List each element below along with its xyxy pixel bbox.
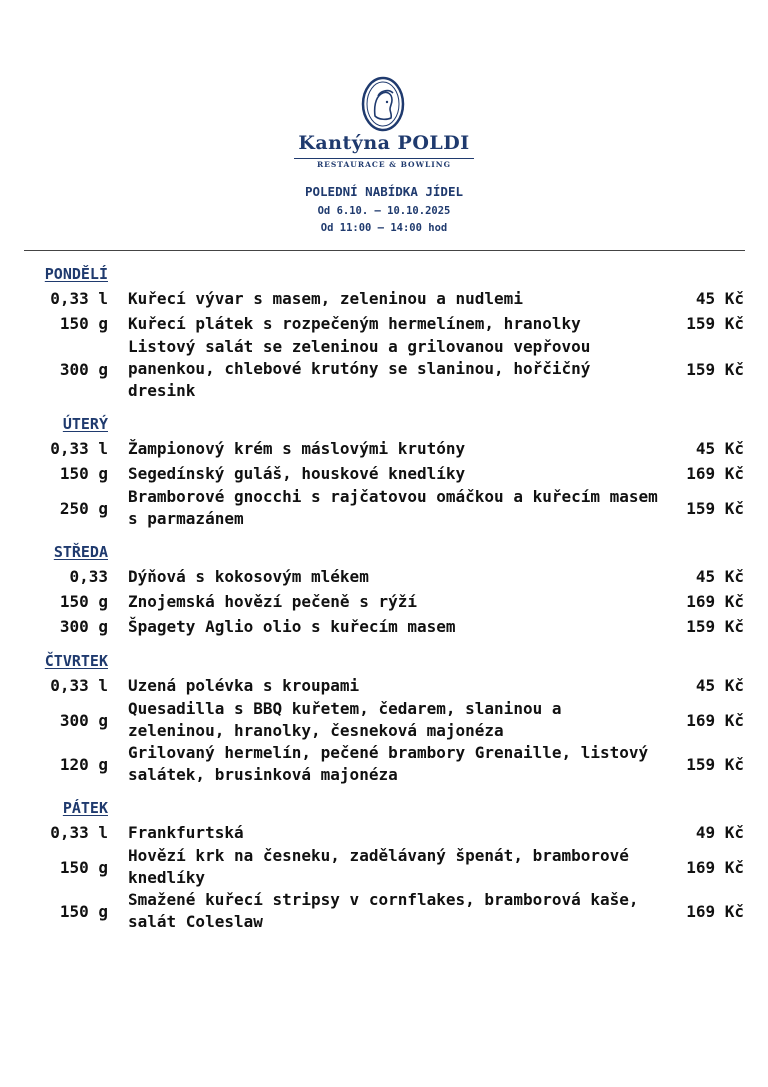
- item-price: 45 Kč: [695, 439, 744, 458]
- item-quantity: 150 g: [59, 592, 108, 611]
- menu-item: [0, 742, 768, 786]
- item-price: 159 Kč: [686, 754, 744, 774]
- item-price: 49 Kč: [695, 823, 744, 842]
- item-price: 159 Kč: [686, 359, 744, 379]
- item-name: Smažené kuřecí stripsy v cornflakes, bramborová kaše, salát Coleslaw: [128, 890, 639, 931]
- item-price: 169 Kč: [686, 857, 744, 877]
- item-quantity: 250 g: [59, 498, 108, 518]
- item-quantity: 300 g: [59, 359, 108, 379]
- menu-hours: Od 11:00 – 14:00 hod: [320, 222, 448, 234]
- item-quantity: 300 g: [59, 617, 108, 636]
- item-quantity: 150 g: [59, 314, 108, 333]
- days-list: [0, 262, 768, 943]
- menu-item: [0, 436, 768, 461]
- brand-subtitle: RESTAURACE & BOWLING: [316, 160, 452, 169]
- item-price: 45 Kč: [695, 567, 744, 586]
- item-name: Grilovaný hermelín, pečené brambory Grenaille, listový salátek, brusinková majonéza: [128, 743, 649, 784]
- item-quantity: 0,33 l: [50, 289, 108, 308]
- item-quantity: 0,33 l: [50, 823, 108, 842]
- day-section: [0, 796, 768, 933]
- menu-item: [0, 673, 768, 698]
- brand-rule: [294, 158, 474, 159]
- menu-item: [0, 820, 768, 845]
- item-quantity: 150 g: [59, 901, 108, 921]
- item-quantity: 150 g: [59, 464, 108, 483]
- day-title: PONDĚLÍ: [44, 265, 108, 283]
- item-price: 159 Kč: [686, 498, 744, 518]
- item-name: Žampionový krém s máslovými krutóny: [128, 438, 466, 458]
- day-title: PÁTEK: [62, 799, 108, 817]
- item-name: Hovězí krk na česneku, zadělávaný špenát, bramborové knedlíky: [128, 846, 629, 887]
- day-section: [0, 412, 768, 530]
- menu-item: [0, 286, 768, 311]
- menu-item: [0, 889, 768, 933]
- day-section: [0, 262, 768, 402]
- item-name: Kuřecí vývar s masem, zeleninou a nudlemi: [128, 288, 523, 308]
- item-price: 169 Kč: [686, 464, 744, 483]
- item-price: 169 Kč: [686, 592, 744, 611]
- item-name: Frankfurtská: [128, 822, 244, 842]
- day-title: ČTVRTEK: [44, 652, 108, 670]
- day-title: STŘEDA: [53, 543, 108, 561]
- item-quantity: 0,33: [69, 567, 108, 586]
- menu-item: [0, 698, 768, 742]
- item-name: Quesadilla s BBQ kuřetem, čedarem, slaninou a zeleninou, hranolky, česneková majonéza: [128, 699, 562, 740]
- item-quantity: 0,33 l: [50, 676, 108, 695]
- item-name: Segedínský guláš, houskové knedlíky: [128, 463, 466, 483]
- menu-item: [0, 614, 768, 639]
- item-price: 159 Kč: [686, 617, 744, 636]
- day-title: ÚTERÝ: [62, 415, 108, 433]
- item-name: Dýňová s kokosovým mlékem: [128, 566, 369, 586]
- menu-item: [0, 589, 768, 614]
- menu-item: [0, 336, 768, 402]
- item-price: 45 Kč: [695, 289, 744, 308]
- item-name: Špagety Aglio olio s kuřecím masem: [128, 616, 456, 636]
- logo-medallion-icon: [361, 76, 405, 132]
- item-price: 169 Kč: [686, 710, 744, 730]
- menu-item: [0, 564, 768, 589]
- item-name: Uzená polévka s kroupami: [128, 675, 360, 695]
- brand-name: Kantýna POLDI: [298, 132, 470, 154]
- item-price: 159 Kč: [686, 314, 744, 333]
- item-name: Listový salát se zeleninou a grilovanou vepřovou panenkou, chlebové krutóny se slaninou, hořčičný dresink: [128, 337, 591, 400]
- divider: [24, 250, 745, 251]
- menu-item: [0, 461, 768, 486]
- menu-item: [0, 845, 768, 889]
- item-quantity: 120 g: [59, 754, 108, 774]
- menu-item: [0, 311, 768, 336]
- item-quantity: 300 g: [59, 710, 108, 730]
- menu-title: POLEDNÍ NABÍDKA JÍDEL: [304, 184, 464, 199]
- item-price: 45 Kč: [695, 676, 744, 695]
- day-section: [0, 649, 768, 786]
- item-quantity: 0,33 l: [50, 439, 108, 458]
- item-name: Znojemská hovězí pečeně s rýží: [128, 591, 417, 611]
- menu-dates: Od 6.10. – 10.10.2025: [317, 205, 451, 217]
- item-quantity: 150 g: [59, 857, 108, 877]
- day-section: [0, 540, 768, 639]
- item-name: Kuřecí plátek s rozpečeným hermelínem, hranolky: [128, 313, 581, 333]
- item-name: Bramborové gnocchi s rajčatovou omáčkou a kuřecím masem s parmazánem: [128, 487, 658, 528]
- menu-item: [0, 486, 768, 530]
- item-price: 169 Kč: [686, 901, 744, 921]
